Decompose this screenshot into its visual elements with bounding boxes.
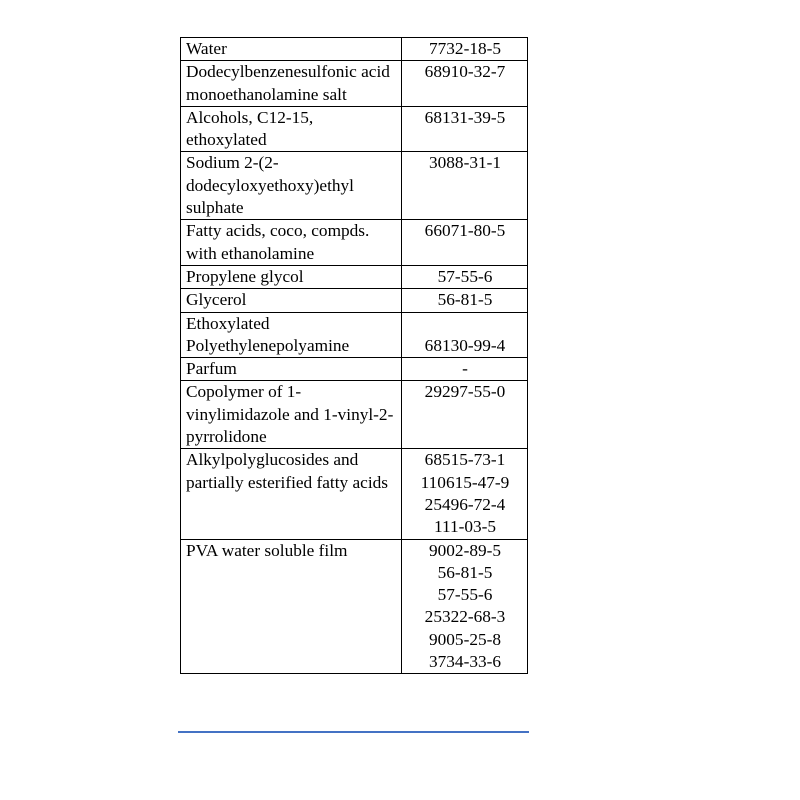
table-row: [181, 539, 528, 674]
ingredient-name-cell: Ethoxylated Polyethylenepolyamine: [181, 312, 402, 358]
ingredient-name-cell: Alcohols, C12-15, ethoxylated: [181, 106, 402, 152]
cas-number-cell: [402, 312, 528, 358]
table-bottom-rule: [178, 731, 529, 733]
cas-number: 25496-72-4: [424, 494, 506, 514]
cas-number: 66071-80-5: [424, 221, 506, 241]
cas-number-cell: [402, 539, 528, 674]
table-row: [181, 381, 528, 449]
ingredient-name-cell: Copolymer of 1-vinylimidazole and 1-vinyl-2-pyrrolidone: [181, 381, 402, 449]
cas-number-cell: [402, 220, 528, 266]
cas-number: 68130-99-4: [424, 335, 506, 355]
table-row: [181, 106, 528, 152]
cas-number: -: [462, 359, 468, 379]
cas-number: 56-81-5: [437, 290, 493, 310]
ingredient-name-cell: Propylene glycol: [181, 265, 402, 288]
cas-number-cell: [402, 38, 528, 61]
table-row: [181, 220, 528, 266]
cas-number-cell: [402, 289, 528, 312]
ingredient-name-cell: Fatty acids, coco, compds. with ethanolamine: [181, 220, 402, 266]
ingredient-name-cell: Parfum: [181, 358, 402, 381]
cas-number-cell: [402, 381, 528, 449]
ingredient-name-cell: Dodecylbenzenesulfonic acid monoethanolamine salt: [181, 61, 402, 107]
cas-number: 25322-68-3: [424, 607, 506, 627]
cas-number: 56-81-5: [437, 562, 493, 582]
table-row: [181, 289, 528, 312]
cas-number-cell: [402, 358, 528, 381]
table-row: [181, 38, 528, 61]
ingredient-name-cell: Sodium 2-(2-dodecyloxyethoxy)ethyl sulphate: [181, 152, 402, 220]
table-row: [181, 265, 528, 288]
cas-number-cell: [402, 61, 528, 107]
cas-number: 68131-39-5: [424, 107, 506, 127]
cas-number: 68515-73-1: [424, 450, 506, 470]
cas-number-cell: [402, 106, 528, 152]
ingredient-name-cell: PVA water soluble film: [181, 539, 402, 674]
table-row: [181, 152, 528, 220]
table-row: [181, 312, 528, 358]
ingredient-name-cell: Alkylpolyglucosides and partially esterified fatty acids: [181, 449, 402, 539]
ingredients-table-body: [181, 38, 528, 674]
cas-number: 9002-89-5: [429, 540, 501, 560]
cas-number: 29297-55-0: [424, 382, 506, 402]
table-row: [181, 61, 528, 107]
cas-number: 57-55-6: [437, 266, 493, 286]
table-row: [181, 358, 528, 381]
cas-number-cell: [402, 265, 528, 288]
cas-number: 7732-18-5: [429, 39, 501, 58]
cas-number: 9005-25-8: [429, 629, 501, 649]
cas-number: 57-55-6: [437, 585, 493, 605]
table-row: [181, 449, 528, 539]
cas-number-cell: [402, 152, 528, 220]
cas-number: 110615-47-9: [420, 472, 510, 492]
cas-number: 68910-32-7: [424, 62, 506, 82]
ingredient-name-cell: Glycerol: [181, 289, 402, 312]
cas-number: 3088-31-1: [429, 153, 501, 173]
cas-number-cell: [402, 449, 528, 539]
ingredients-table: [180, 37, 528, 674]
cas-number: 111-03-5: [433, 517, 497, 537]
cas-number: 3734-33-6: [429, 652, 501, 672]
ingredient-name-cell: Water: [181, 38, 402, 61]
